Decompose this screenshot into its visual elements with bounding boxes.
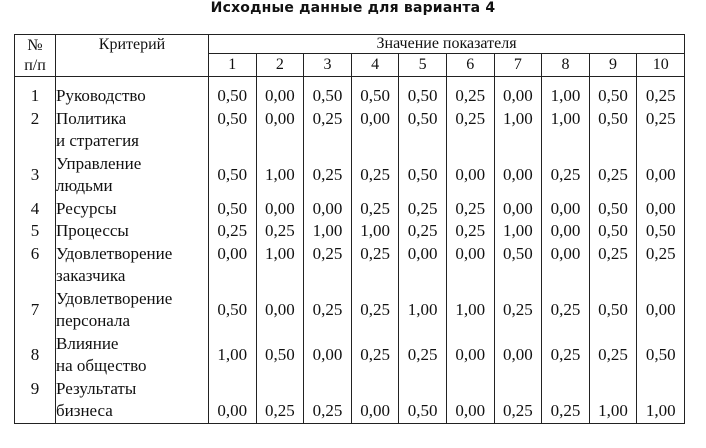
value-cell: 0,00 <box>209 243 257 288</box>
value-cell: 0,25 <box>351 153 399 198</box>
value-cell: 0,50 <box>351 77 399 108</box>
criterion-line: бизнеса <box>56 401 113 420</box>
value-cell: 0,00 <box>351 108 399 153</box>
row-num: 6 <box>15 243 56 288</box>
value-cell: 0,25 <box>494 288 542 333</box>
header-value-group: Значение показателя <box>209 35 685 54</box>
value-cell: 0,25 <box>542 153 590 198</box>
value-cell: 0,00 <box>209 378 257 424</box>
value-cell: 0,50 <box>589 77 637 108</box>
row-num: 1 <box>15 77 56 108</box>
value-cell: 1,00 <box>637 378 685 424</box>
value-cell: 0,25 <box>446 220 494 243</box>
value-cell: 0,00 <box>304 198 352 221</box>
value-cell: 1,00 <box>351 220 399 243</box>
criterion-line: Процессы <box>56 221 129 240</box>
value-cell: 0,25 <box>446 198 494 221</box>
value-cell: 1,00 <box>209 333 257 378</box>
criterion-line: Удовлетворение <box>56 288 173 308</box>
value-cell: 0,00 <box>446 243 494 288</box>
row-num: 4 <box>15 198 56 221</box>
value-cell: 0,25 <box>637 77 685 108</box>
header-col-7: 7 <box>494 54 542 77</box>
table-row <box>15 77 685 108</box>
value-cell: 0,25 <box>446 108 494 153</box>
value-cell: 1,00 <box>256 153 304 198</box>
value-cell: 0,00 <box>637 288 685 333</box>
value-cell: 0,25 <box>399 198 447 221</box>
value-cell: 0,00 <box>494 198 542 221</box>
row-criterion <box>56 108 209 153</box>
header-criterion: Критерий <box>56 35 209 77</box>
table-row <box>15 378 685 424</box>
value-cell: 0,25 <box>351 198 399 221</box>
value-cell: 0,25 <box>351 243 399 288</box>
value-cell: 0,50 <box>637 333 685 378</box>
row-num: 3 <box>15 153 56 198</box>
value-cell: 0,25 <box>304 378 352 424</box>
table-row <box>15 243 685 288</box>
row-num: 5 <box>15 220 56 243</box>
value-cell: 0,25 <box>542 333 590 378</box>
value-cell: 0,50 <box>209 108 257 153</box>
header-col-2: 2 <box>256 54 304 77</box>
value-cell: 0,25 <box>351 288 399 333</box>
value-cell: 0,25 <box>589 333 637 378</box>
table-row <box>15 333 685 378</box>
value-cell: 0,50 <box>399 77 447 108</box>
table-row <box>15 288 685 333</box>
value-cell: 0,50 <box>209 288 257 333</box>
value-cell: 0,00 <box>304 333 352 378</box>
value-cell: 0,25 <box>542 378 590 424</box>
page-title: Исходные данные для варианта 4 <box>210 0 496 16</box>
value-cell: 0,50 <box>209 198 257 221</box>
value-cell: 0,50 <box>209 77 257 108</box>
value-cell: 0,25 <box>304 153 352 198</box>
criterion-line: Ресурсы <box>56 198 117 218</box>
criterion-line: Результаты <box>56 378 137 398</box>
value-cell: 0,25 <box>494 378 542 424</box>
value-cell: 0,00 <box>494 333 542 378</box>
row-criterion <box>56 198 209 221</box>
value-cell: 0,25 <box>351 333 399 378</box>
value-cell: 0,25 <box>304 108 352 153</box>
value-cell: 0,50 <box>589 198 637 221</box>
value-cell: 0,25 <box>637 108 685 153</box>
value-cell: 0,50 <box>589 108 637 153</box>
value-cell: 0,00 <box>446 333 494 378</box>
value-cell: 1,00 <box>256 243 304 288</box>
row-criterion <box>56 77 209 108</box>
criterion-line: персонала <box>56 311 131 330</box>
value-cell: 0,00 <box>494 77 542 108</box>
value-cell: 0,25 <box>637 243 685 288</box>
value-cell: 0,25 <box>256 378 304 424</box>
value-cell: 0,50 <box>589 220 637 243</box>
header-col-4: 4 <box>351 54 399 77</box>
row-num: 8 <box>15 333 56 378</box>
header-col-5: 5 <box>399 54 447 77</box>
value-cell: 0,50 <box>494 243 542 288</box>
value-cell: 0,25 <box>399 333 447 378</box>
value-cell: 0,50 <box>399 108 447 153</box>
criterion-line: Политика <box>56 108 127 128</box>
header-col-8: 8 <box>542 54 590 77</box>
value-cell: 0,50 <box>399 378 447 424</box>
row-num: 7 <box>15 288 56 333</box>
value-cell: 0,00 <box>446 378 494 424</box>
criterion-line: Удовлетворение <box>56 243 173 263</box>
value-cell: 0,50 <box>399 153 447 198</box>
criterion-line: людьми <box>56 176 113 195</box>
value-cell: 1,00 <box>542 108 590 153</box>
value-cell: 0,00 <box>256 77 304 108</box>
value-cell: 0,50 <box>589 288 637 333</box>
header-num-line1: № <box>27 36 43 54</box>
table-row <box>15 153 685 198</box>
row-criterion <box>56 378 209 424</box>
value-cell: 0,00 <box>351 378 399 424</box>
value-cell: 0,00 <box>637 153 685 198</box>
value-cell: 0,00 <box>542 220 590 243</box>
row-criterion <box>56 333 209 378</box>
value-cell: 0,25 <box>589 243 637 288</box>
value-cell: 0,25 <box>542 288 590 333</box>
value-cell: 1,00 <box>542 77 590 108</box>
table-header <box>15 35 685 77</box>
value-cell: 0,25 <box>209 220 257 243</box>
table-body <box>15 77 685 424</box>
header-col-9: 9 <box>589 54 637 77</box>
table-row <box>15 108 685 153</box>
value-cell: 0,00 <box>542 243 590 288</box>
value-cell: 0,00 <box>399 243 447 288</box>
value-cell: 0,00 <box>256 288 304 333</box>
table-row <box>15 220 685 243</box>
value-cell: 0,25 <box>399 220 447 243</box>
value-cell: 0,25 <box>589 153 637 198</box>
row-criterion <box>56 153 209 198</box>
value-cell: 1,00 <box>494 108 542 153</box>
value-cell: 0,25 <box>256 220 304 243</box>
value-cell: 0,25 <box>446 77 494 108</box>
value-cell: 0,25 <box>304 243 352 288</box>
header-col-3: 3 <box>304 54 352 77</box>
value-cell: 1,00 <box>589 378 637 424</box>
value-cell: 0,50 <box>209 153 257 198</box>
criterion-line: заказчика <box>56 266 126 285</box>
criterion-line: Управление <box>56 153 142 173</box>
header-num-line2: п/п <box>24 56 46 74</box>
row-num: 9 <box>15 378 56 424</box>
header-col-6: 6 <box>446 54 494 77</box>
row-criterion <box>56 243 209 288</box>
value-cell: 0,25 <box>304 288 352 333</box>
row-criterion <box>56 288 209 333</box>
row-criterion <box>56 220 209 243</box>
value-cell: 0,00 <box>494 153 542 198</box>
criterion-line: и стратегия <box>56 131 139 150</box>
value-cell: 0,00 <box>256 108 304 153</box>
header-col-10: 10 <box>637 54 685 77</box>
value-cell: 1,00 <box>399 288 447 333</box>
data-table <box>14 34 685 424</box>
value-cell: 0,50 <box>637 220 685 243</box>
header-num <box>15 35 56 77</box>
value-cell: 0,00 <box>637 198 685 221</box>
value-cell: 1,00 <box>494 220 542 243</box>
criterion-line: Влияние <box>56 333 119 353</box>
value-cell: 0,00 <box>446 153 494 198</box>
value-cell: 1,00 <box>304 220 352 243</box>
criterion-line: на общество <box>56 356 147 375</box>
value-cell: 0,50 <box>304 77 352 108</box>
row-num: 2 <box>15 108 56 153</box>
table-row <box>15 198 685 221</box>
header-col-1: 1 <box>209 54 257 77</box>
value-cell: 0,50 <box>256 333 304 378</box>
value-cell: 0,00 <box>542 198 590 221</box>
value-cell: 1,00 <box>446 288 494 333</box>
value-cell: 0,00 <box>256 198 304 221</box>
criterion-line: Руководство <box>56 86 146 105</box>
